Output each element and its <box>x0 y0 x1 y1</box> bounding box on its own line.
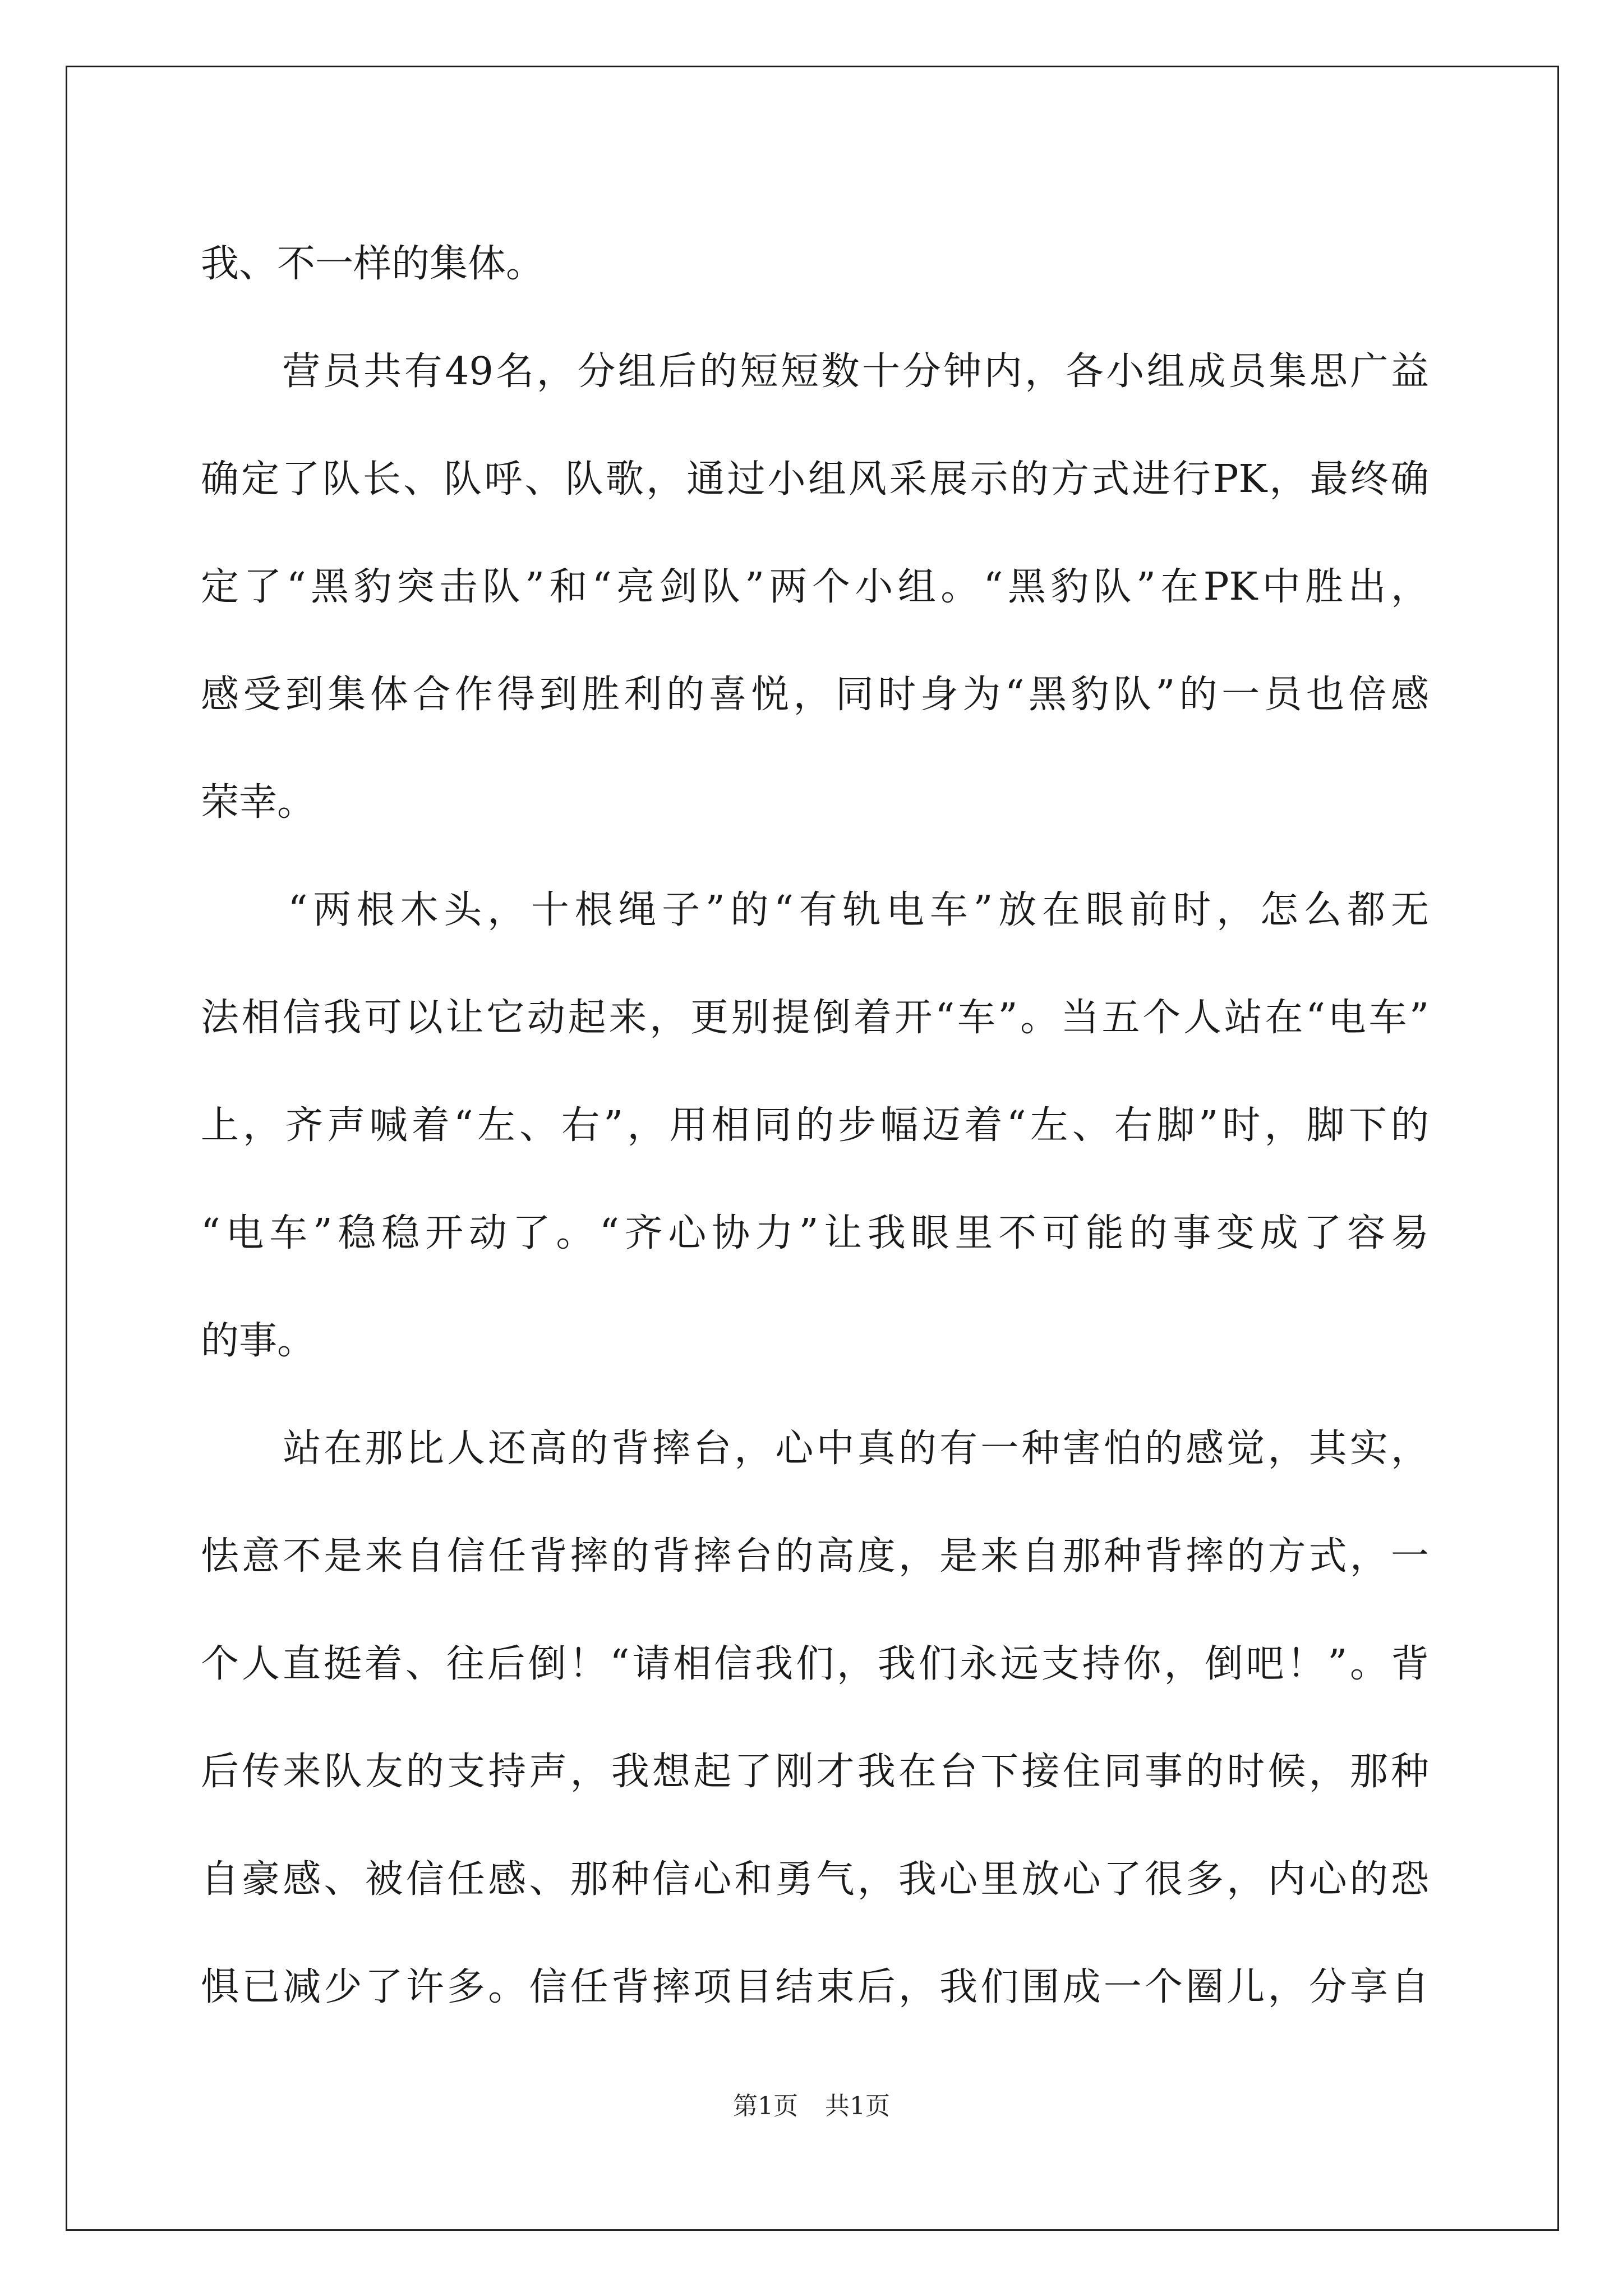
text-line: 站在那比人还高的背摔台，心中真的有一种害怕的感觉，其实， <box>201 1427 1429 1471</box>
text-line: 确定了队长、队呼、队歌，通过小组风采展示的方式进行PK，最终确 <box>201 457 1429 501</box>
page-footer <box>0 2090 1623 2123</box>
text-line: 自豪感、被信任感、那种信心和勇气，我心里放心了很多，内心的恐 <box>201 1857 1429 1902</box>
text-line: 个人直挺着、往后倒！“请相信我们，我们永远支持你，倒吧！”。背 <box>201 1642 1429 1686</box>
page-total: 共1页 <box>825 2092 890 2120</box>
text-line: 营员共有49名，分组后的短短数十分钟内，各小组成员集思广益 <box>201 349 1429 394</box>
text-line: 荣幸。 <box>201 780 316 825</box>
document-body <box>201 210 1429 2041</box>
text-line: 感受到集体合作得到胜利的喜悦，同时身为“黑豹队”的一员也倍感 <box>201 673 1429 717</box>
text-line: 怯意不是来自信任背摔的背摔台的高度，是来自那种背摔的方式，一 <box>201 1534 1429 1579</box>
text-line: 法相信我可以让它动起来，更别提倒着开“车”。当五个人站在“电车” <box>201 996 1429 1040</box>
text-line: 我、不一样的集体。 <box>201 242 545 286</box>
text-line: 的事。 <box>201 1319 316 1363</box>
text-line: “电车”稳稳开动了。“齐心协力”让我眼里不可能的事变成了容易 <box>201 1211 1429 1255</box>
text-line: “两根木头，十根绳子”的“有轨电车”放在眼前时，怎么都无 <box>201 888 1429 932</box>
text-line: 后传来队友的支持声，我想起了刚才我在台下接住同事的时候，那种 <box>201 1750 1429 1794</box>
text-line: 惧已减少了许多。信任背摔项目结束后，我们围成一个圈儿，分享自 <box>201 1965 1429 2009</box>
page-number: 第1页 <box>733 2092 798 2120</box>
text-line: 定了“黑豹突击队”和“亮剑队”两个小组。“黑豹队”在PK中胜出， <box>201 565 1429 609</box>
text-line: 上，齐声喊着“左、右”，用相同的步幅迈着“左、右脚”时，脚下的 <box>201 1103 1429 1148</box>
